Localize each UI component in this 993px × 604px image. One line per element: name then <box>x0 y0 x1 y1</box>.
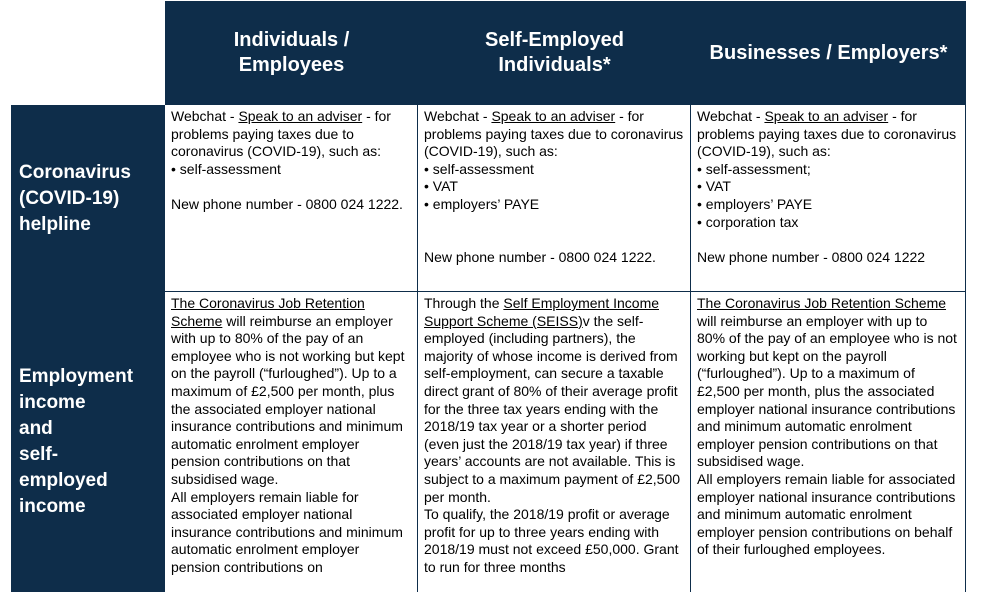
webchat-text <box>171 108 411 161</box>
list-item: • VAT <box>697 178 731 195</box>
list-item: • employers’ PAYE <box>424 195 540 212</box>
list-item: • employers’ PAYE <box>697 195 813 212</box>
jrs-paragraph <box>171 295 411 489</box>
cell-employment-self-employed <box>418 292 691 592</box>
speak-to-adviser-link[interactable]: Speak to an adviser <box>491 108 616 124</box>
list-item: • self-assessment <box>424 160 534 177</box>
webchat-prefix: Webchat - <box>697 108 765 124</box>
webchat-prefix: Webchat - <box>424 108 492 124</box>
webchat-suffix: - for problems paying taxes due to coronavirus (COVID-19), such as: <box>424 108 684 160</box>
employer-liability-text: All employers remain liable for associated employer national insurance contributions and minimum automatic enrolment employer pension contributions on behalf of their furloughed employees. <box>697 470 956 558</box>
webchat-text <box>697 108 959 161</box>
jrs-text: will reimburse an employer with up to 80% of the pay of an employee who is not working but kept on the payroll (“furloughed”). Up to a maximum of £2,500 per month, plus the associated employer national insurance contributions and minimum automatic enrolment employer pension contributions on that subsidised wage. <box>697 312 957 470</box>
qualify-text: To qualify, the 2018/19 profit or average profit for up to three years ending with 2018/19 must not exceed £50,000. Grant to run for three months <box>424 506 679 575</box>
phone-number: New phone number - 0800 024 1222 <box>697 248 926 265</box>
list-item: • VAT <box>424 178 458 195</box>
jrs-text: will reimburse an employer with up to 80% of the pay of an employee who is not working but kept on the payroll (“furloughed”). Up to a maximum of £2,500 per month, plus the associated employer national insurance contributions and minimum automatic enrolment employer pension contributions on that subsidised wage. <box>171 312 405 487</box>
phone-number: New phone number - 0800 024 1222. <box>424 248 656 265</box>
webchat-prefix: Webchat - <box>171 108 239 124</box>
job-retention-scheme-link[interactable]: The Coronavirus Job Retention Scheme <box>171 295 365 329</box>
seiss-prefix: Through the <box>424 295 504 311</box>
list-item: • self-assessment; <box>697 160 811 177</box>
seiss-text: v the self-employed (including partners), the majority of whose income is derived from self-employment, can secure a taxable direct grant of 80% of their average profit for the three tax years ending with the 2018/19 tax year or a shorter period (even just the 2018/19 tax year) if three years’ accounts are not available. This is subject to a maximum payment of £2,500 per month. <box>424 312 681 505</box>
list-item: • self-assessment <box>171 160 281 177</box>
seiss-paragraph <box>424 295 684 506</box>
speak-to-adviser-link[interactable]: Speak to an adviser <box>238 108 363 124</box>
row-header-helpline <box>11 105 165 292</box>
jrs-paragraph <box>697 295 959 471</box>
phone-number: New phone number - 0800 024 1222. <box>171 195 403 212</box>
header-individuals-label: Individuals / Employees <box>233 29 350 76</box>
cell-employment-individuals <box>165 292 418 592</box>
cell-employment-businesses <box>691 292 966 592</box>
webchat-suffix: - for problems paying taxes due to coronavirus (COVID-19), such as: <box>171 108 391 160</box>
row-header-helpline-label: Coronavirus (COVID-19) helpline <box>19 161 131 235</box>
header-individuals <box>165 1 418 105</box>
cell-helpline-individuals <box>165 105 418 292</box>
list-item: • corporation tax <box>697 213 799 230</box>
speak-to-adviser-link[interactable]: Speak to an adviser <box>764 108 889 124</box>
seiss-link[interactable]: Self Employment Income Support Scheme (SEISS) <box>424 295 660 329</box>
row-header-employment <box>11 292 165 592</box>
header-businesses <box>691 1 966 105</box>
header-businesses-label: Businesses / Employers* <box>709 41 948 64</box>
job-retention-scheme-link[interactable]: The Coronavirus Job Retention Scheme <box>697 295 947 311</box>
header-self-employed <box>418 1 691 105</box>
row-header-employment-label: Employment income and self- employed income <box>19 366 134 517</box>
webchat-suffix: - for problems paying taxes due to coronavirus (COVID-19), such as: <box>697 108 957 160</box>
cell-helpline-businesses <box>691 105 966 292</box>
webchat-text <box>424 108 684 161</box>
header-self-employed-label: Self-Employed Individuals* <box>485 29 624 76</box>
employer-liability-text: All employers remain liable for associated employer national insurance contributions and minimum automatic enrolment employer pension contributions on <box>171 488 403 575</box>
cell-helpline-self-employed <box>418 105 691 292</box>
